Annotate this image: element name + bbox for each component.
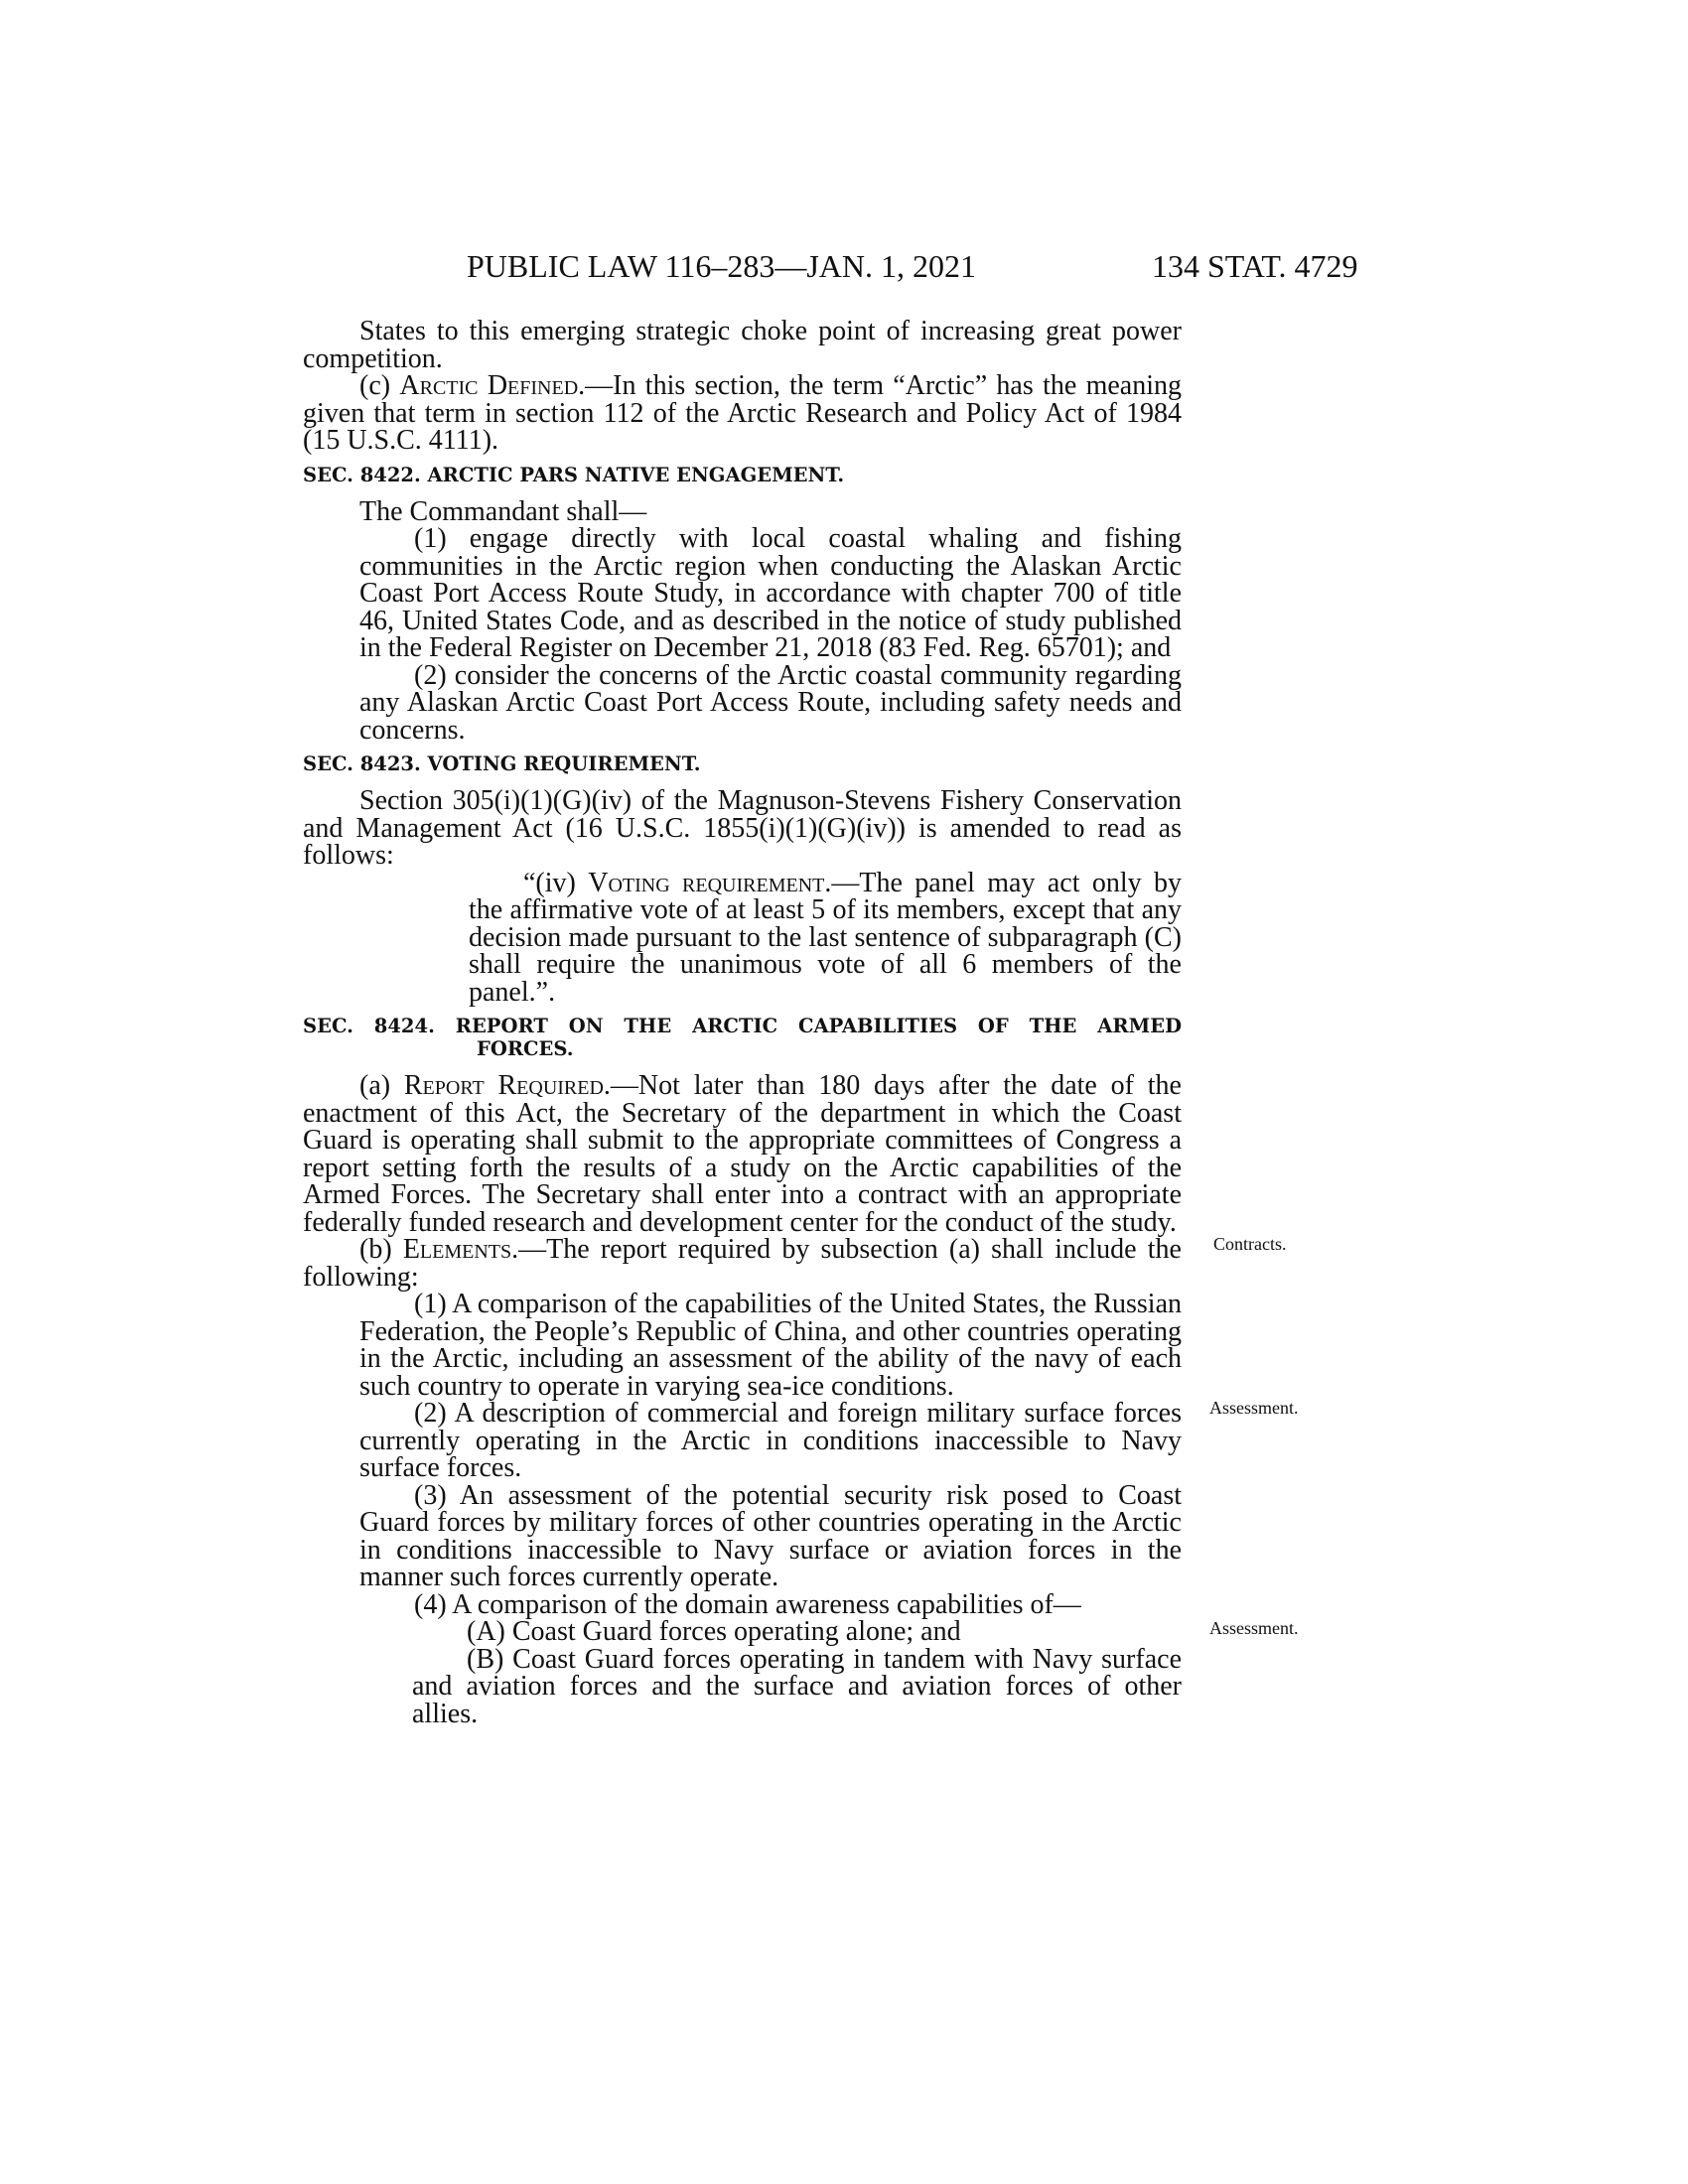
quoted-amendment-clause-iv	[303, 867, 1182, 1008]
margin-note-contracts: Contracts.	[1213, 1234, 1287, 1254]
section-8424-heading-line-1: SEC. 8424. REPORT ON THE ARCTIC CAPABILITIES OF THE ARMED	[303, 1015, 1182, 1037]
quoted-clause-label: “(iv)	[523, 867, 589, 898]
section-8422-intro: The Commandant shall—	[359, 495, 647, 527]
quoted-clause-text: .—The panel may act only by the affirmative vote of at least 5 of its members, except that any decision made pursuant to the last sentence of subparagraph (C) shall require the unanimous vote of all 6 members of the panel.”.	[469, 867, 1182, 1008]
subsection-text: .—Not later than 180 days after the date of the enactment of this Act, the Secretary of the department in which the Coast Guard is operating shall submit to the appropriate committees of Congress a report setting forth the results of a study on the Arctic capabilities of the Armed Forces. The Secretary shall enter into a contract with an appropriate federally funded research and development center for the conduct of the study.	[303, 1070, 1182, 1238]
running-head-title: PUBLIC LAW 116–283—JAN. 1, 2021	[467, 248, 976, 284]
page-stat-citation: 134 STAT. 4729	[1152, 248, 1358, 284]
continuation-paragraph: States to this emerging strategic choke point of increasing great power competition.	[303, 316, 1182, 374]
subsection-heading: Elements	[402, 1234, 512, 1265]
quoted-clause-heading: Voting requirement	[588, 867, 825, 898]
margin-note-assessment: Assessment.	[1209, 1398, 1299, 1418]
section-8424-heading	[303, 1015, 1182, 1060]
element-paragraph-4: (4) A comparison of the domain awareness capabilities of—	[414, 1588, 1081, 1620]
subsection-text: .—In this section, the term “Arctic” has the meaning given that term in section 112 of the Arctic Research and Policy Act of 1984 (15 U.S.C. 4111).	[303, 370, 1182, 456]
section-8422-paragraph-1: (1) engage directly with local coastal whaling and fishing communities in the Arctic region when conducting the Alaskan Arctic Coast Port Access Route Study, in accordance with chapter 700 of title 46, United States Code, and as described in the notice of study published in the Federal Register on December 21, 2018 (83 Fed. Reg. 65701); and	[359, 523, 1182, 663]
element-subparagraph-4a: (A) Coast Guard forces operating alone; and	[467, 1616, 961, 1647]
element-subparagraph-4b: (B) Coast Guard forces operating in tandem with Navy surface and aviation forces and the surface and aviation forces of other allies.	[412, 1643, 1182, 1729]
subsection-text: .—The report required by subsection (a) shall include the following:	[303, 1234, 1182, 1293]
subsection-label: (c)	[359, 370, 400, 401]
element-paragraph-1: (1) A comparison of the capabilities of the United States, the Russian Federation, the People’s Republic of China, and other countries operating in the Arctic, including an assessment of the ability of the navy of each such country to operate in varying sea-ice conditions.	[359, 1289, 1182, 1402]
section-8423-heading: SEC. 8423. VOTING REQUIREMENT.	[303, 752, 701, 775]
element-paragraph-3: (3) An assessment of the potential security risk posed to Coast Guard forces by military forces of other countries operating in the Arctic in conditions inaccessible to Navy surface or aviation forces in the manner such forces currently operate.	[359, 1479, 1182, 1592]
statute-body	[303, 318, 1182, 1727]
section-8423-intro: Section 305(i)(1)(G)(iv) of the Magnuson-Stevens Fishery Conservation and Management Act (16 U.S.C. 1855(i)(1)(G)(iv)) is amended to read as follows:	[303, 785, 1182, 871]
subsection-heading: Arctic Defined	[399, 370, 579, 401]
subsection-a-report-required	[303, 1072, 1182, 1236]
section-8422-paragraph-2: (2) consider the concerns of the Arctic coastal community regarding any Alaskan Arctic Coast Port Access Route, including safety needs and concerns.	[359, 659, 1182, 746]
subsection-heading: Report Required	[403, 1070, 604, 1101]
element-paragraph-2: (2) A description of commercial and foreign military surface forces currently operating in the Arctic in conditions inaccessible to Navy surface forces.	[359, 1398, 1182, 1483]
section-8422-heading: SEC. 8422. ARCTIC PARS NATIVE ENGAGEMENT.	[303, 463, 845, 486]
subsection-label: (b)	[359, 1234, 403, 1265]
subsection-b-elements	[303, 1236, 1182, 1291]
subsection-c-arctic-defined	[303, 372, 1182, 455]
subsection-label: (a)	[359, 1070, 404, 1101]
section-8424-heading-line-2: FORCES.	[477, 1037, 574, 1060]
margin-note-assessment: Assessment.	[1209, 1618, 1299, 1638]
